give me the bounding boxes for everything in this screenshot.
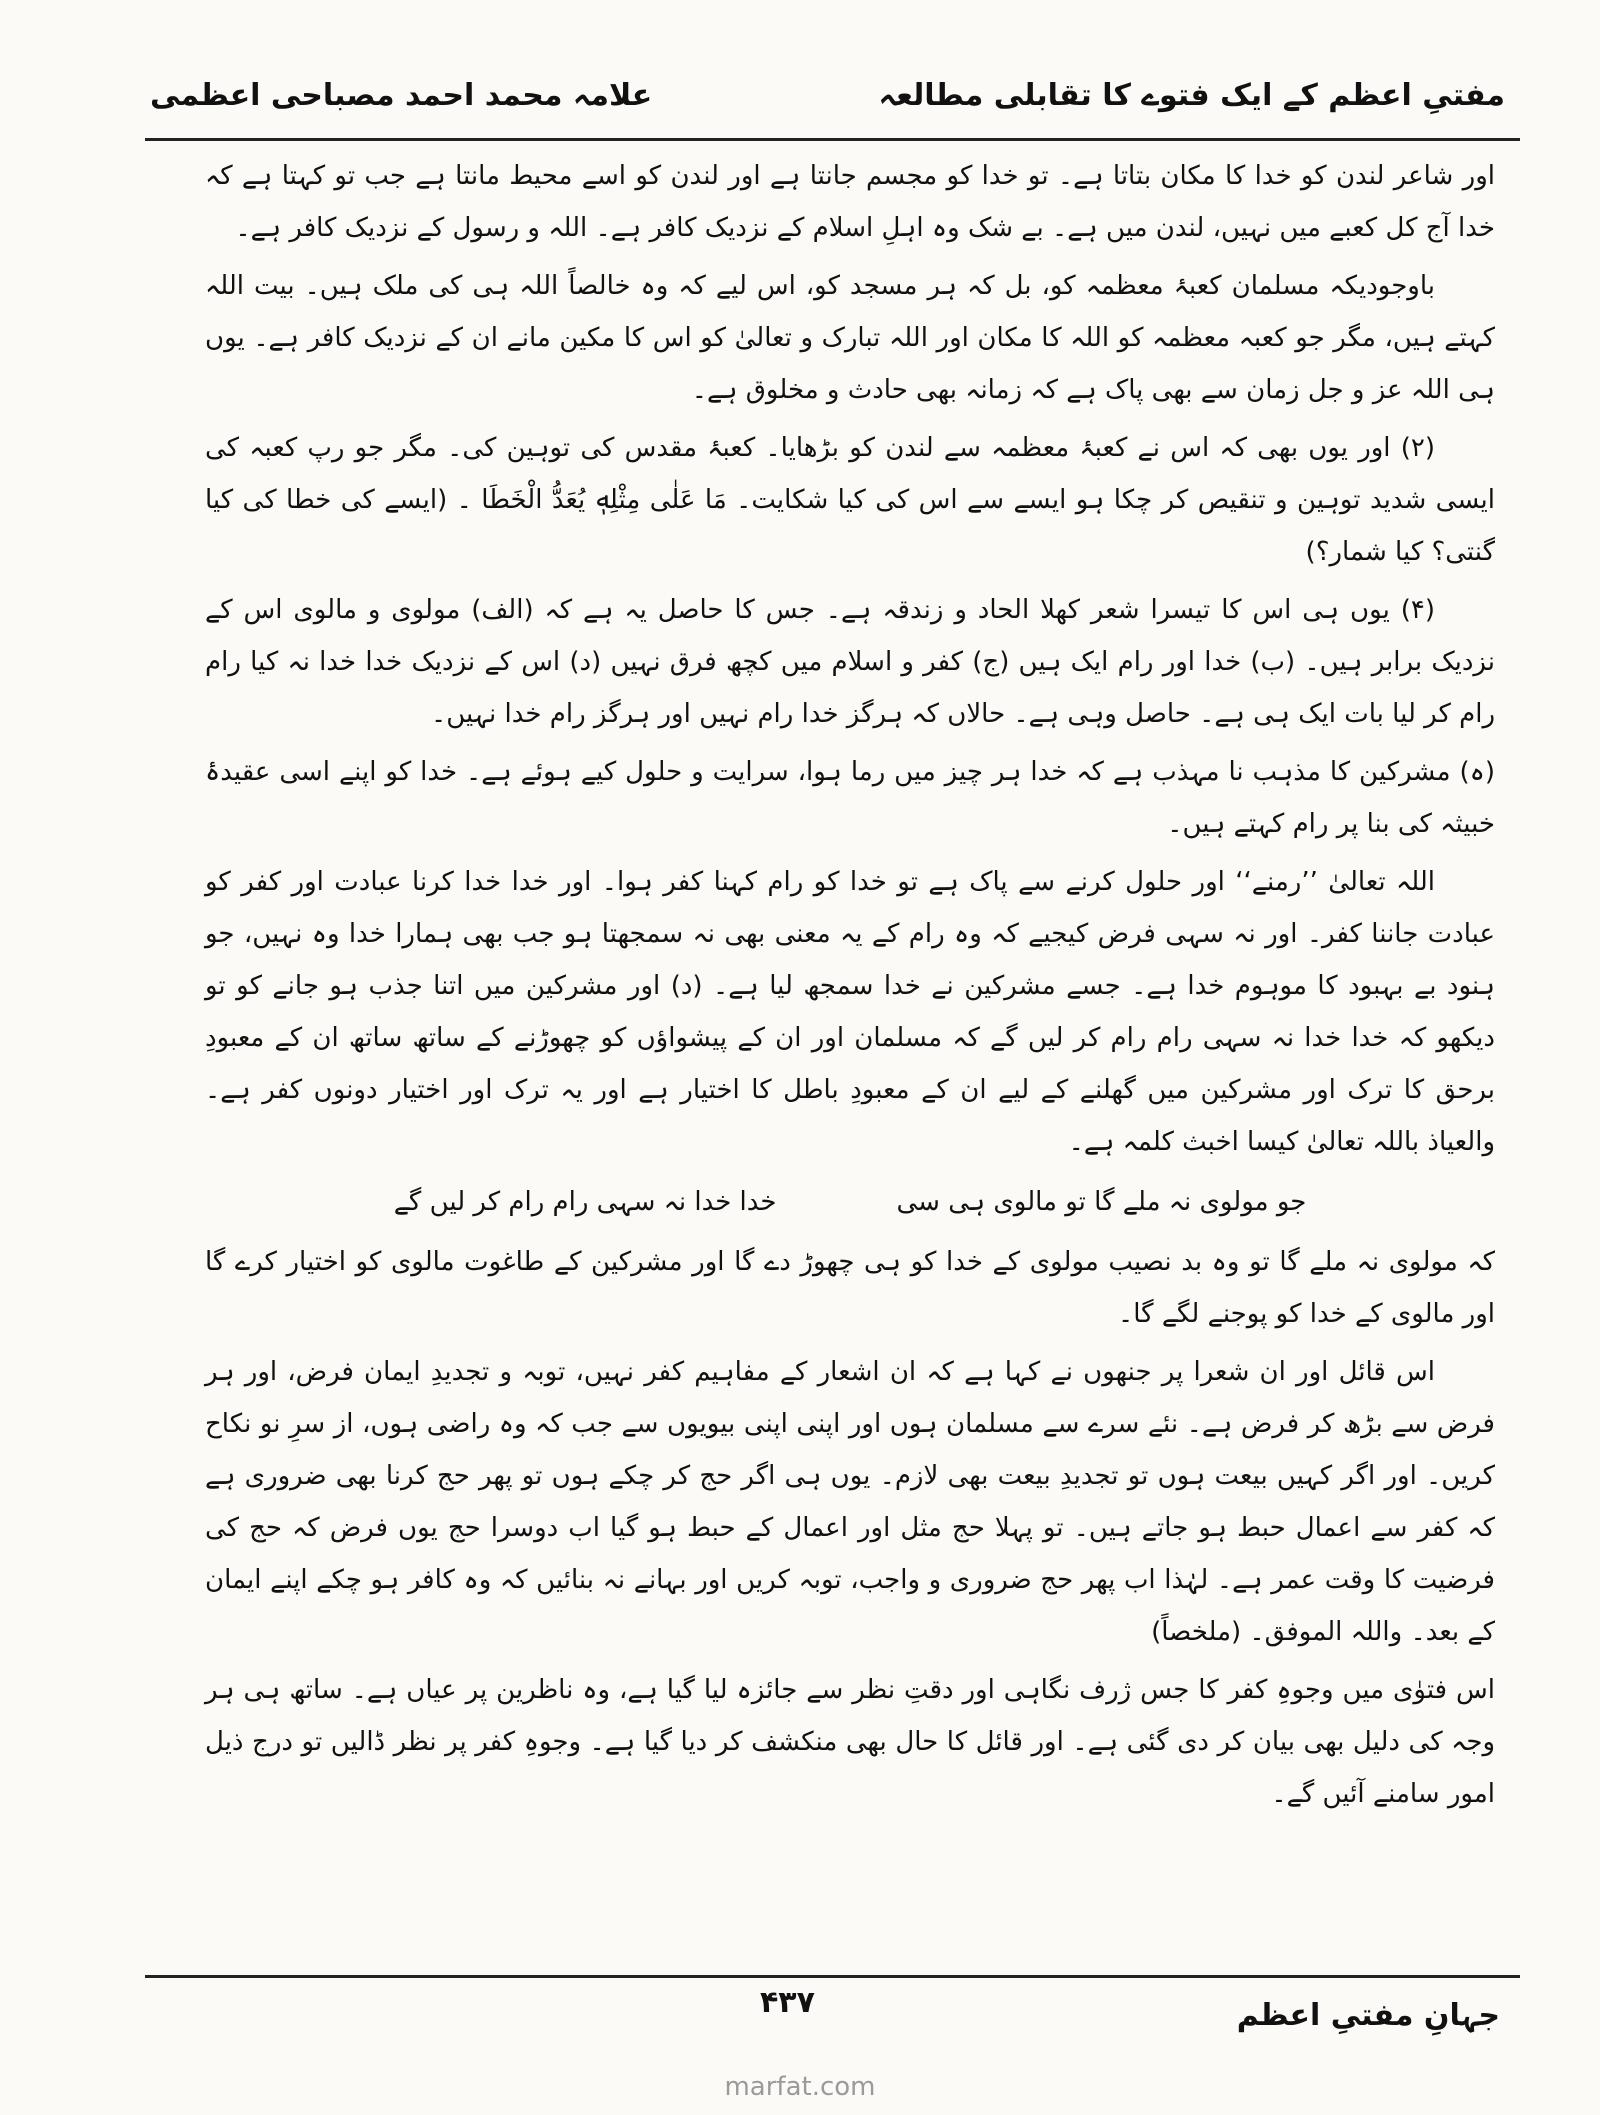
paragraph: (۴) یوں ہی اس کا تیسرا شعر کھلا الحاد و زندقہ ہے۔ جس کا حاصل یہ ہے کہ (الف) مولوی و مالوی اس کے نزدیک برابر ہیں۔ (ب) خدا اور رام ایک ہیں (ج) کفر و اسلام میں کچھ فرق نہیں (د) اس کے نزدیک خدا خدا نہ کیا رام رام کر لیا بات ایک ہی ہے۔ حاصل وہی ہے۔ حالاں کہ ہرگز خدا رام نہیں اور ہرگز رام خدا نہیں۔ [205, 595, 1495, 729]
page-number: ۴۳۷ [760, 1985, 815, 2020]
poem-couplet [205, 1176, 1495, 1228]
header-divider [145, 138, 1520, 141]
header-author: علامہ محمد احمد مصباحی اعظمی [150, 77, 653, 113]
paragraph: باوجودیکہ مسلمان کعبۂ معظمہ کو، بل کہ ہر مسجد کو، اس لیے کہ وہ خالصاً اللہ ہی کی ملک ہیں۔ بیت اللہ کہتے ہیں، مگر جو کعبہ معظمہ کو اللہ کا مکان اور اللہ تبارک و تعالیٰ کو اس کا مکین مانے ان کے نزدیک کافر ہے۔ یوں ہی اللہ عز و جل زمان سے بھی پاک ہے کہ زمانہ بھی حادث و مخلوق ہے۔ [205, 271, 1495, 405]
paragraph: کہ مولوی نہ ملے گا تو وہ بد نصیب مولوی کے خدا کو ہی چھوڑ دے گا اور مشرکین کے طاغوت مالوی کو اختیار کرے گا اور مالوی کے خدا کو پوجنے لگے گا۔ [205, 1247, 1495, 1329]
page-footer [150, 1985, 1500, 2045]
paragraph: اس قائل اور ان شعرا پر جنھوں نے کہا ہے کہ ان اشعار کے مفاہیم کفر نہیں، توبہ و تجدیدِ ایمان فرض، اور ہر فرض سے بڑھ کر فرض ہے۔ نئے سرے سے مسلمان ہوں اور اپنی اپنی بیویوں سے جب کہ وہ راضی ہوں، از سرِ نو نکاح کریں۔ اور اگر کہیں بیعت ہوں تو تجدیدِ بیعت بھی لازم۔ یوں ہی اگر حج کر چکے ہوں تو پھر حج کرنا بھی ضروری ہے کہ کفر سے اعمال حبط ہو جاتے ہیں۔ تو پہلا حج مثل اور اعمال کے حبط ہو گیا اب دوسرا حج یوں فرض کہ حج کی فرضیت کا وقت عمر ہے۔ لہٰذا اب پھر حج ضروری و واجب، توبہ کریں اور بہانے نہ بنائیں کہ وہ کافر ہو چکے اپنے ایمان کے بعد۔ واللہ الموفق۔ (ملخصاً) [205, 1357, 1495, 1647]
paragraph: (ہ) مشرکین کا مذہب نا مہذب ہے کہ خدا ہر چیز میں رما ہوا، سرایت و حلول کیے ہوئے ہے۔ خدا کو اپنے اسی عقیدۂ خبیثہ کی بنا پر رام کہتے ہیں۔ [205, 757, 1495, 839]
footer-book-title: جہانِ مفتیِ اعظم [1236, 1997, 1500, 2033]
poem-line: جو مولوی نہ ملے گا تو مالوی ہی سی [896, 1187, 1307, 1217]
paragraph: اللہ تعالیٰ ’’رمنے‘‘ اور حلول کرنے سے پاک ہے تو خدا کو رام کہنا کفر ہوا۔ اور خدا خدا کرنا عبادت اور کفر کو عبادت جاننا کفر۔ اور نہ سہی فرض کیجیے کہ وہ رام کے یہ معنی بھی نہ سمجھتا ہو جب بھی ہمارا خدا وہ نہیں، جو ہنود بے بہبود کا موہوم خدا ہے۔ جسے مشرکین نے خدا سمجھ لیا ہے۔ (د) اور مشرکین میں اتنا جذب ہو جانے کو تو دیکھو کہ خدا خدا نہ سہی رام رام کر لیں گے کہ مسلمان اور ان کے پیشواؤں کو چھوڑنے کے ساتھ ساتھ ان کے معبودِ برحق کا ترک اور مشرکین میں گھلنے کے لیے ان کے معبودِ باطل کا اختیار ہے اور یہ ترک اور اختیار دونوں کفر ہے۔ والعیاذ باللہ تعالیٰ کیسا اخبث کلمہ ہے۔ [205, 867, 1495, 1157]
poem-line: خدا خدا نہ سہی رام رام کر لیں گے [393, 1187, 777, 1217]
source-watermark: marfat.com [724, 2072, 876, 2102]
paragraph: اور شاعر لندن کو خدا کا مکان بتاتا ہے۔ تو خدا کو مجسم جانتا ہے اور لندن کو اسے محیط مانتا ہے جب تو کہتا ہے کہ خدا آج کل کعبے میں نہیں، لندن میں ہے۔ بے شک وہ اہلِ اسلام کے نزدیک کافر ہے۔ اللہ و رسول کے نزدیک کافر ہے۔ [205, 161, 1495, 243]
footer-divider [145, 1975, 1520, 1978]
page-body [205, 150, 1495, 1826]
paragraph: (۲) اور یوں بھی کہ اس نے کعبۂ معظمہ سے لندن کو بڑھایا۔ کعبۂ مقدس کی توہین کی۔ مگر جو رپ کعبہ کی ایسی شدید توہین و تنقیص کر چکا ہو ایسے سے اس کی کیا شکایت۔ مَا عَلٰی مِثْلِهٖ یُعَدُّ الْخَطَا ۔ (ایسے کی خطا کی کیا گنتی؟ کیا شمار؟) [205, 433, 1495, 567]
header-title: مفتیِ اعظم کے ایک فتوے کا تقابلی مطالعہ [878, 77, 1505, 113]
paragraph: اس فتوٰی میں وجوہِ کفر کا جس ژرف نگاہی اور دقتِ نظر سے جائزہ لیا گیا ہے، وہ ناظرین پر عیاں ہے۔ ساتھ ہی ہر وجہ کی دلیل بھی بیان کر دی گئی ہے۔ اور قائل کا حال بھی منکشف کر دیا گیا ہے۔ وجوہِ کفر پر نظر ڈالیں تو درج ذیل امور سامنے آئیں گے۔ [205, 1675, 1495, 1809]
page-header [150, 60, 1505, 130]
